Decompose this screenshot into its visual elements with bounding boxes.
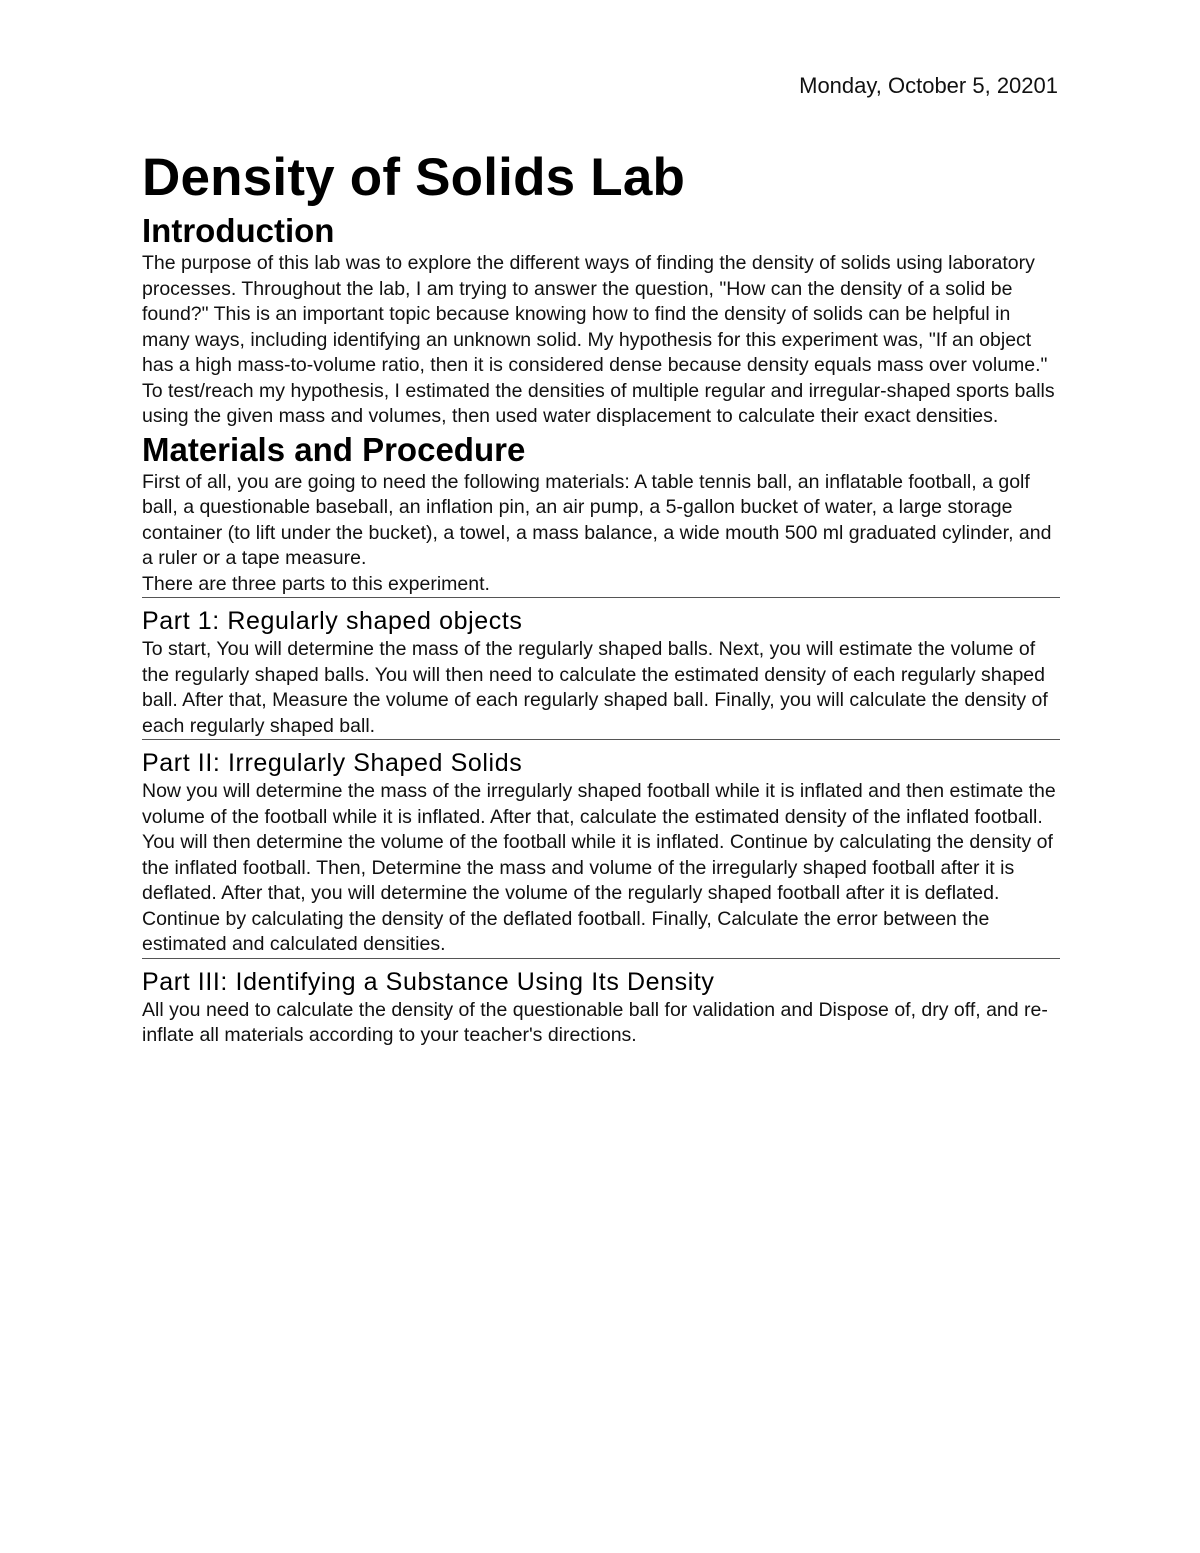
part-2-heading: Part II: Irregularly Shaped Solids [142,749,523,777]
part-2-divider [142,739,1060,740]
part-2-paragraph: Now you will determine the mass of the irregularly shaped football while it is inflated and then estimate the volume of the football while it is inflated. After that, calculate the estimated density of the inflated football. You will then determine the volume of the football while it is inflated. Continue by calculating the density of the inflated football. Then, Determine the mass and volume of the irregularly shaped football after it is deflated. After that, you will determine the volume of the regularly shaped football after it is deflated. Continue by calculating the density of the deflated football. Finally, Calculate the error between the estimated and calculated densities. [142,780,1056,955]
part-1-divider [142,597,1060,598]
part-3-heading: Part III: Identifying a Substance Using Its Density [142,967,715,996]
part-3-paragraph: All you need to calculate the density of the questionable ball for validation and Dispose of, dry off, and re-inflate all materials according to your teacher's directions. [142,998,1048,1046]
introduction-heading: Introduction [142,212,335,249]
part-1-heading: Part 1: Regularly shaped objects [142,607,523,635]
document-date: Monday, October 5, 20201 [799,73,1058,98]
part-1-paragraph: To start, You will determine the mass of the regularly shaped balls. Next, you will estimate the volume of the regularly shaped balls. You will then need to calculate the estimated density of each regularly shaped ball. After that, Measure the volume of each regularly shaped ball. Finally, you will calculate the density of each regularly shaped ball. [142,638,1048,737]
part-3-divider [142,958,1060,959]
introduction-paragraph: The purpose of this lab was to explore the different ways of finding the density of solids using laboratory processes. Throughout the lab, I am trying to answer the question, "How can the density of a solid be found?" This is an important topic because knowing how to find the density of solids can be helpful in many ways, including identifying an unknown solid. My hypothesis for this experiment was, "If an object has a high mass-to-volume ratio, then it is considered dense because density equals mass over volume." To test/reach my hypothesis, I estimated the densities of multiple regular and irregular-shaped sports balls using the given mass and volumes, then used water displacement to calculate their exact densities. [142,252,1055,427]
materials-paragraph: First of all, you are going to need the following materials: A table tennis ball, an inflatable football, a golf ball, a questionable baseball, an inflation pin, an air pump, a 5-gallon bucket of water, a large storage container (to lift under the bucket), a towel, a mass balance, a wide mouth 500 ml graduated cylinder, and a ruler or a tape measure. [142,470,1052,569]
materials-heading: Materials and Procedure [142,430,526,468]
document-title: Density of Solids Lab [142,148,686,207]
document-content [142,145,1060,1049]
parts-intro-paragraph: There are three parts to this experiment. [142,572,490,595]
